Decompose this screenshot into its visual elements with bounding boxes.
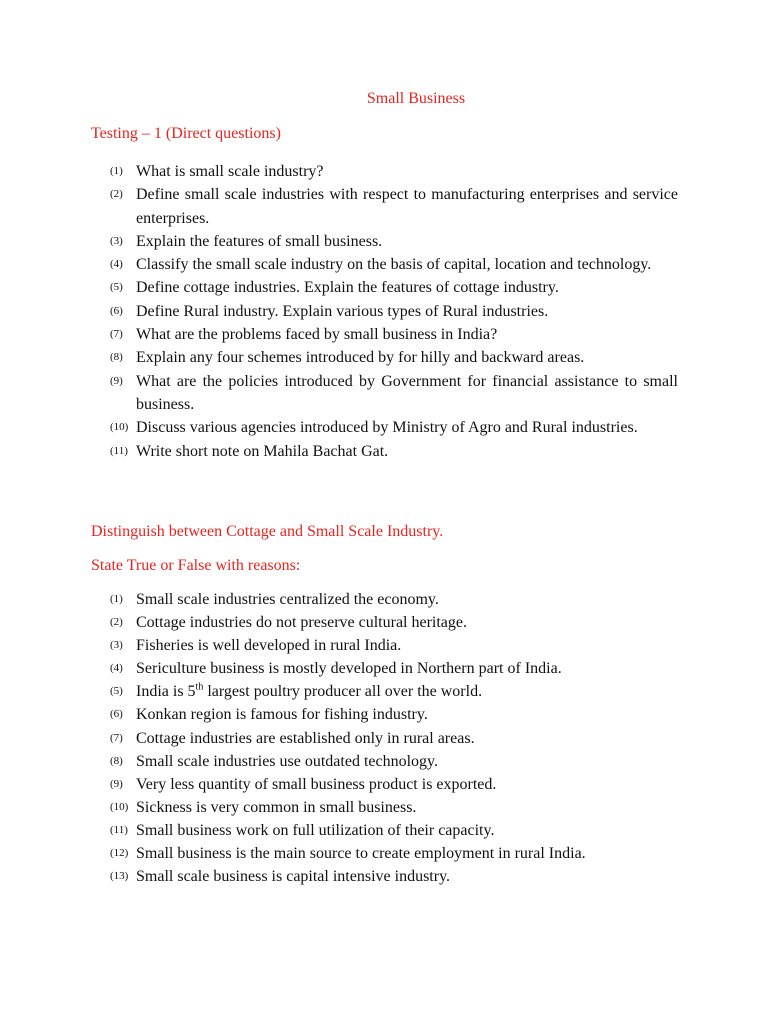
question-text: What is small scale industry? — [136, 163, 324, 180]
statement-item — [110, 773, 678, 796]
statement-number: (4) — [110, 662, 123, 675]
statement-number: (13) — [110, 870, 129, 883]
question-item — [110, 346, 678, 369]
statement-number: (11) — [110, 823, 128, 836]
question-item — [110, 253, 678, 276]
section-heading-direct-questions: Testing – 1 (Direct questions) — [91, 125, 281, 142]
true-false-list — [110, 588, 678, 888]
question-text: Explain any four schemes introduced by for hilly and backward areas. — [136, 349, 585, 367]
statement-text: Very less quantity of small business product is exported. — [136, 775, 497, 793]
ordinal-suffix: th — [195, 682, 204, 694]
statement-text: Fisheries is well developed in rural India. — [136, 637, 402, 655]
statement-number: (6) — [110, 708, 123, 721]
statement-item — [110, 634, 678, 657]
question-item — [110, 416, 678, 439]
question-text: Classify the small scale industry on the basis of capital, location and technology. — [136, 256, 652, 274]
statement-number: (8) — [110, 754, 123, 767]
question-item — [110, 160, 678, 183]
statement-item — [110, 657, 678, 680]
statement-text-after: largest poultry producer all over the world. — [203, 683, 483, 701]
question-text: Discuss various agencies introduced by Ministry of Agro and Rural industries. — [136, 419, 638, 437]
statement-text: Small scale industries centralized the economy. — [136, 591, 439, 608]
question-number: (11) — [110, 444, 128, 457]
statement-text: Cottage industries are established only in rural areas. — [136, 729, 475, 747]
statement-text: Small business is the main source to create employment in rural India. — [136, 845, 586, 863]
statement-number: (3) — [110, 639, 123, 652]
statement-number: (5) — [110, 685, 123, 698]
direct-questions-list — [110, 160, 678, 463]
statement-text: Small business work on full utilization of their capacity. — [136, 821, 495, 839]
statement-number: (7) — [110, 731, 123, 744]
statement-text: Small scale industries use outdated technology. — [136, 752, 439, 770]
question-text: Explain the features of small business. — [136, 232, 383, 250]
question-number: (5) — [110, 281, 123, 294]
section-heading-true-false: State True or False with reasons: — [91, 557, 301, 574]
statement-item — [110, 680, 678, 703]
question-number: (1) — [110, 165, 123, 177]
statement-item — [110, 819, 678, 842]
question-text: Define Rural industry. Explain various types of Rural industries. — [136, 302, 549, 320]
statement-text: Cottage industries do not preserve cultural heritage. — [136, 614, 468, 632]
statement-number: (12) — [110, 847, 129, 860]
statement-item — [110, 588, 678, 611]
question-number: (10) — [110, 421, 129, 434]
section-heading-distinguish: Distinguish between Cottage and Small Scale Industry. — [91, 523, 444, 540]
question-number: (3) — [110, 234, 123, 247]
statement-item — [110, 703, 678, 726]
question-item — [110, 323, 678, 346]
question-number: (8) — [110, 351, 123, 364]
statement-text: Sickness is very common in small business. — [136, 798, 417, 816]
document-title: Small Business — [366, 90, 466, 107]
statement-number: (2) — [110, 616, 123, 629]
statement-item — [110, 750, 678, 773]
statement-text: Small scale business is capital intensive industry. — [136, 868, 451, 886]
question-text: What are the policies introduced by Government for financial assistance to small business. — [136, 372, 678, 413]
question-text: What are the problems faced by small business in India? — [136, 326, 498, 344]
question-item — [110, 230, 678, 253]
question-text: Write short note on Mahila Bachat Gat. — [136, 442, 389, 460]
statement-text: Konkan region is famous for fishing industry. — [136, 706, 428, 724]
question-number: (6) — [110, 304, 123, 317]
question-item — [110, 183, 678, 230]
statement-item — [110, 842, 678, 865]
statement-text: Sericulture business is mostly developed in Northern part of India. — [136, 660, 562, 678]
statement-text-before: India is 5 — [136, 683, 196, 701]
question-text: Define cottage industries. Explain the features of cottage industry. — [136, 279, 559, 297]
statement-item — [110, 727, 678, 750]
question-item — [110, 300, 678, 323]
question-number: (4) — [110, 258, 123, 271]
statement-number: (1) — [110, 593, 123, 605]
question-number: (7) — [110, 328, 123, 341]
question-number: (2) — [110, 188, 123, 201]
statement-number: (10) — [110, 800, 129, 813]
statement-item — [110, 796, 678, 819]
statement-item — [110, 865, 678, 888]
question-item — [110, 370, 678, 417]
question-text: Define small scale industries with respect to manufacturing enterprises and service enterprises. — [136, 186, 678, 227]
question-item — [110, 440, 678, 463]
question-item — [110, 276, 678, 299]
statement-item — [110, 611, 678, 634]
question-number: (9) — [110, 374, 123, 387]
statement-number: (9) — [110, 777, 123, 790]
